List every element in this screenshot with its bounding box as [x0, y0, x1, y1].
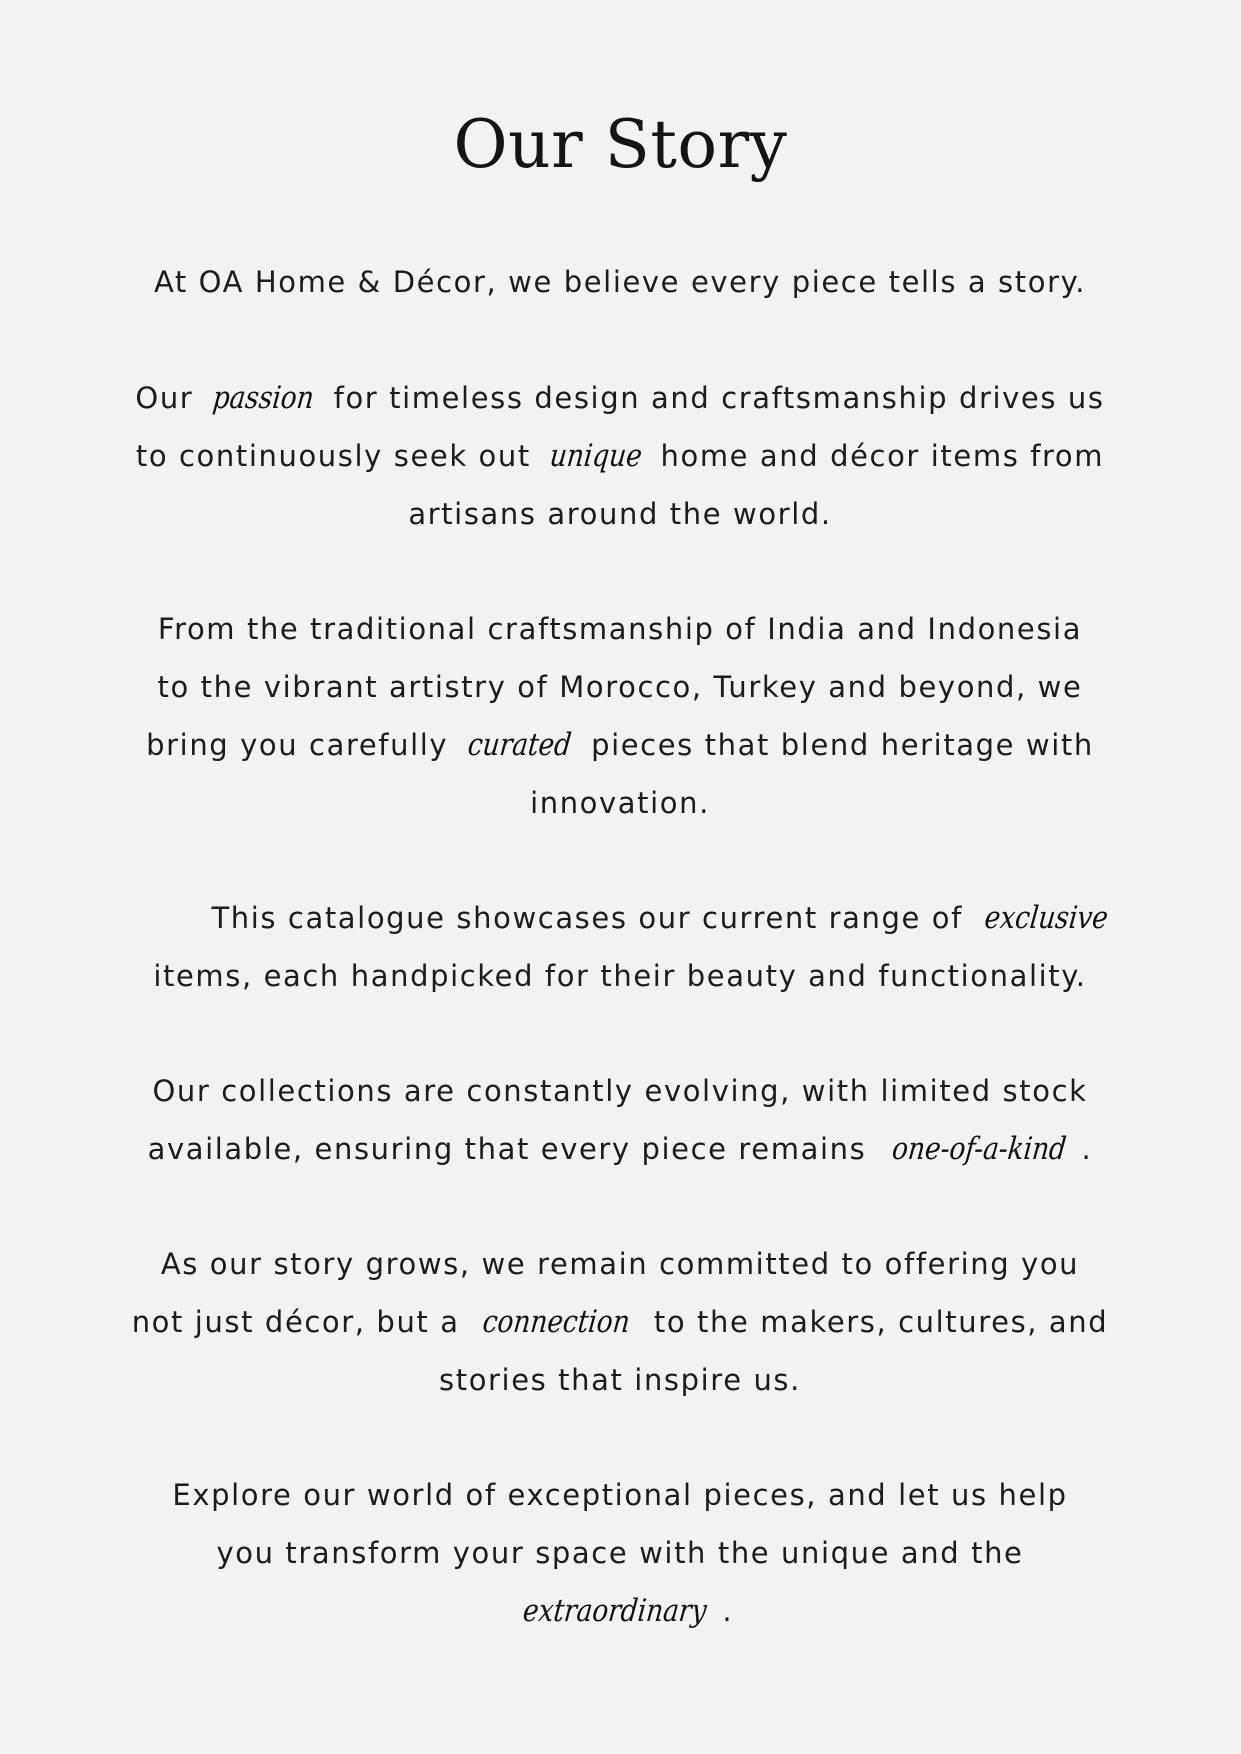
- paragraph-origins: [120, 600, 1120, 832]
- text-span: pieces that blend heritage with: [580, 728, 1094, 762]
- text-line: [120, 1582, 1120, 1640]
- text-span: .: [722, 1594, 734, 1628]
- script-word-curated: curated: [466, 727, 574, 763]
- paragraph-collections: [120, 1062, 1120, 1178]
- script-word-exclusive: exclusive: [982, 900, 1110, 936]
- script-word-connection: connection: [481, 1304, 633, 1340]
- text-line: [120, 1120, 1120, 1178]
- text-span: not just décor, but a: [131, 1305, 471, 1339]
- page-title: Our Story: [453, 106, 788, 183]
- text-line: [120, 889, 1120, 947]
- script-word-passion: passion: [211, 380, 316, 416]
- paragraph-explore: [120, 1466, 1120, 1640]
- text-span: to the makers, cultures, and: [643, 1305, 1109, 1339]
- text-span: bring you carefully: [146, 728, 459, 762]
- text-line: innovation.: [530, 786, 710, 820]
- paragraph-commitment: [120, 1235, 1120, 1409]
- text-line: you transform your space with the unique and the: [216, 1536, 1024, 1570]
- text-span: .: [1081, 1132, 1093, 1166]
- text-line: From the traditional craftsmanship of India and Indonesia: [157, 612, 1083, 646]
- script-word-extraordinary: extraordinary: [521, 1593, 709, 1629]
- text-line: Our collections are constantly evolving, with limited stock: [152, 1074, 1088, 1108]
- text-line: At OA Home & Décor, we believe every piece tells a story.: [153, 265, 1087, 299]
- paragraph-intro: [120, 253, 1120, 311]
- text-line: Explore our world of exceptional pieces, and let us help: [172, 1478, 1068, 1512]
- script-word-one-of-a-kind: one-of-a-kind: [890, 1131, 1069, 1167]
- script-word-unique: unique: [547, 438, 644, 474]
- text-line: artisans around the world.: [408, 497, 832, 531]
- text-line: As our story grows, we remain committed to offering you: [160, 1247, 1080, 1281]
- paragraph-passion: [120, 369, 1120, 543]
- text-span: home and décor items from: [649, 439, 1105, 473]
- text-line: [120, 1293, 1120, 1351]
- text-span: available, ensuring that every piece remains: [147, 1132, 878, 1166]
- text-line: [120, 716, 1120, 774]
- text-span: This catalogue showcases our current range of: [211, 901, 974, 935]
- text-span: Our: [135, 381, 205, 415]
- text-line: stories that inspire us.: [439, 1363, 801, 1397]
- text-line: items, each handpicked for their beauty and functionality.: [153, 959, 1087, 993]
- text-span: to continuously seek out: [135, 439, 542, 473]
- paragraph-catalogue: [120, 889, 1120, 1005]
- text-span: for timeless design and craftsmanship drives us: [322, 381, 1105, 415]
- text-line: [120, 369, 1120, 427]
- text-line: [120, 427, 1120, 485]
- text-line: to the vibrant artistry of Morocco, Turkey and beyond, we: [157, 670, 1083, 704]
